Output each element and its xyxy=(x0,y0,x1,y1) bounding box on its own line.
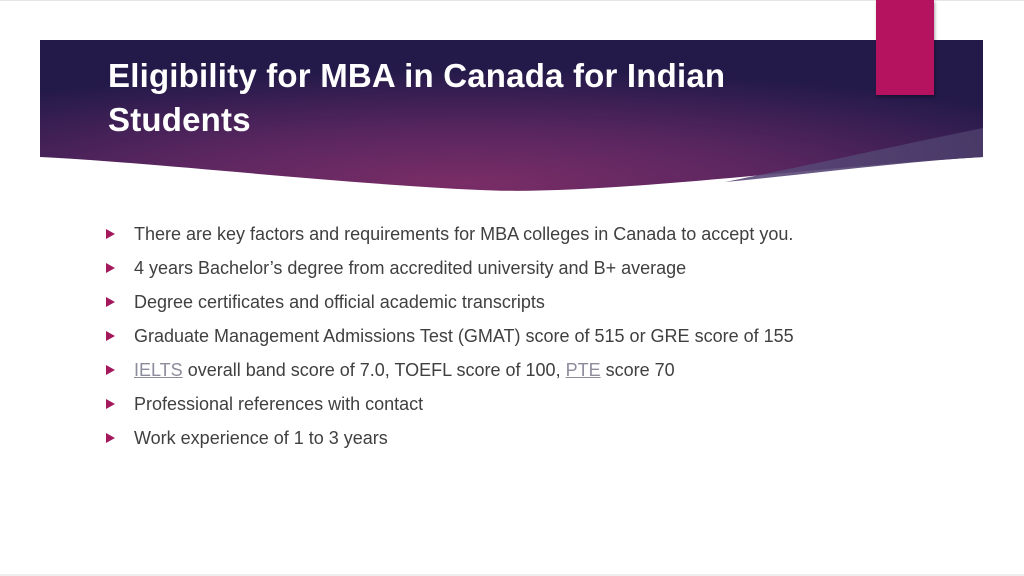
bullet-text: Degree certificates and official academic transcripts xyxy=(134,292,545,312)
slide-title: Eligibility for MBA in Canada for Indian Students xyxy=(108,57,726,138)
triangle-bullet-icon xyxy=(106,399,115,409)
pte-link[interactable]: PTE xyxy=(565,360,601,380)
bullet-text: score 70 xyxy=(600,360,675,380)
list-item xyxy=(104,256,834,280)
bullet-list xyxy=(104,222,834,460)
list-item xyxy=(104,426,834,450)
list-item xyxy=(104,358,834,382)
triangle-bullet-icon xyxy=(106,365,115,375)
bullet-text: 4 years Bachelor’s degree from accredited university and B+ average xyxy=(134,258,687,278)
triangle-bullet-icon xyxy=(106,229,115,239)
bullet-text: Professional references with contact xyxy=(134,394,424,414)
triangle-bullet-icon xyxy=(106,433,115,443)
triangle-bullet-icon xyxy=(106,263,115,273)
bullet-text: Graduate Management Admissions Test (GMAT) score of 515 or GRE score of 155 xyxy=(134,326,794,346)
bullet-text: overall band score of 7.0, TOEFL score of 100, xyxy=(182,360,566,380)
bullet-text: There are key factors and requirements for MBA colleges in Canada to accept you. xyxy=(134,224,794,244)
accent-tab xyxy=(876,0,934,95)
list-item xyxy=(104,392,834,416)
bullet-text: Work experience of 1 to 3 years xyxy=(134,428,388,448)
ielts-link[interactable]: IELTS xyxy=(134,360,183,380)
list-item xyxy=(104,290,834,314)
triangle-bullet-icon xyxy=(106,297,115,307)
list-item xyxy=(104,222,834,246)
triangle-bullet-icon xyxy=(106,331,115,341)
list-item xyxy=(104,324,834,348)
